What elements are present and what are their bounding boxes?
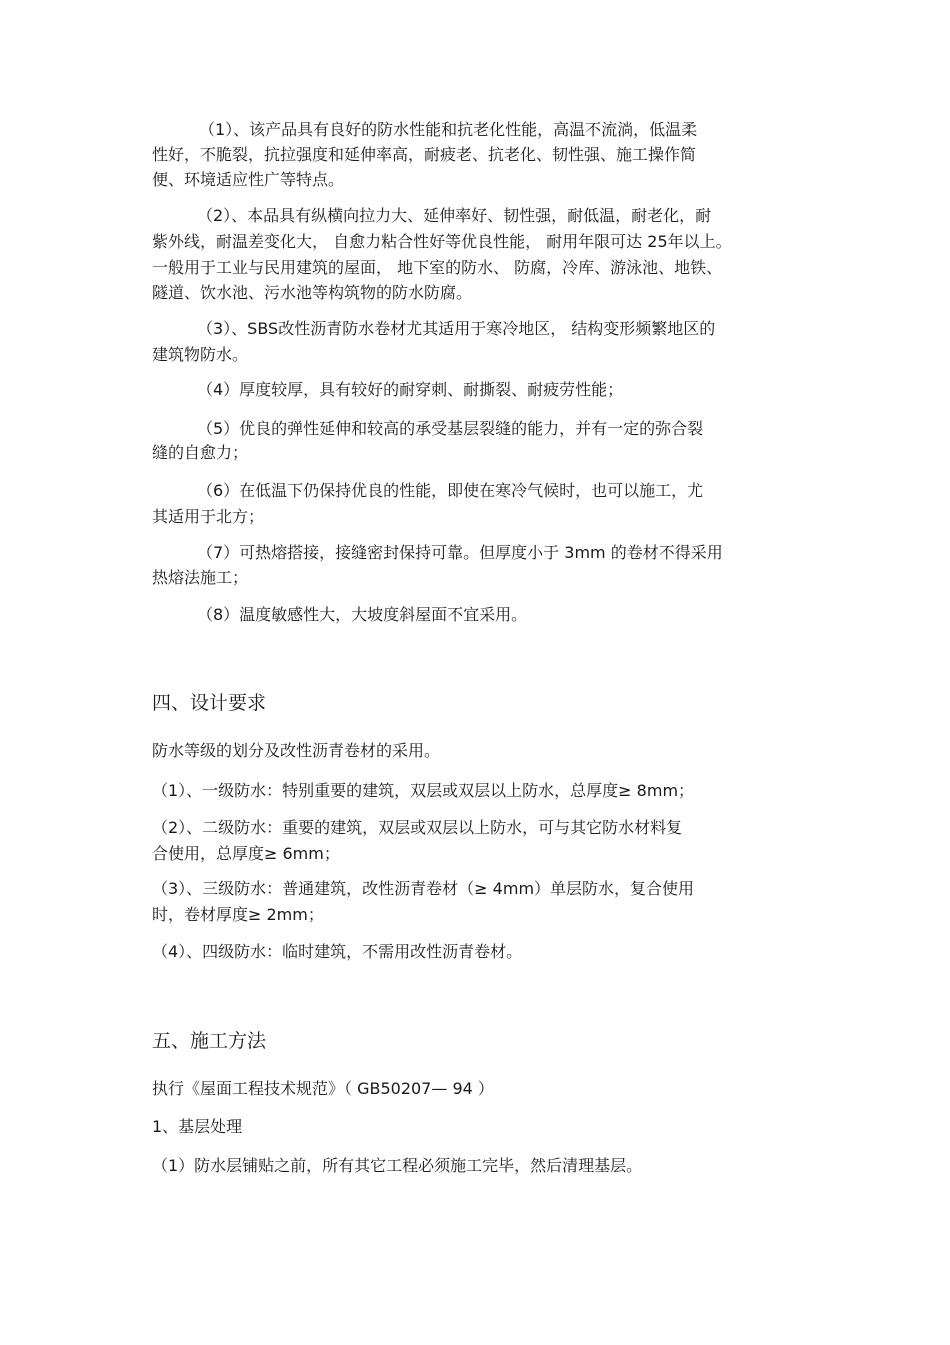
section-4-intro: 防水等级的划分及改性沥青卷材的采用。	[152, 741, 441, 760]
grade-2-line-1: （2）、二级防水：重要的建筑，双层或双层以上防水，可与其它防水材料复	[152, 818, 683, 837]
section-5-heading: 五、施工方法	[152, 1030, 267, 1052]
feature-4-line-1: （4）厚度较厚，具有较好的耐穿刺、耐撕裂、耐疲劳性能；	[197, 380, 624, 399]
grade-3-line-1: （3）、三级防水：普通建筑，改性沥青卷材（≥ 4mm）单层防水，复合使用	[152, 879, 695, 898]
feature-1-line-2: 性好，不脆裂，抗拉强度和延伸率高，耐疲老、抗老化、韧性强、施工操作简	[152, 145, 697, 164]
feature-2-line-1: （2）、本品具有纵横向拉力大、延伸率好、韧性强，耐低温，耐老化，耐	[197, 206, 712, 225]
feature-6-line-1: （6）在低温下仍保持优良的性能，即使在寒冷气候时，也可以施工，尤	[197, 481, 704, 500]
grade-2-line-2: 合使用，总厚度≥ 6mm；	[152, 844, 340, 863]
feature-6-line-2: 其适用于北方；	[152, 507, 265, 526]
feature-3-line-1: （3）、SBS改性沥青防水卷材尤其适用于寒冷地区， 结构变形频繁地区的	[197, 319, 716, 338]
feature-8-line-1: （8）温度敏感性大，大坡度斜屋面不宜采用。	[197, 605, 528, 624]
feature-3-line-2: 建筑物防水。	[152, 345, 249, 364]
feature-5-line-2: 缝的自愈力；	[152, 443, 249, 462]
section-5-sub-1: 1、基层处理	[152, 1117, 243, 1136]
section-5-sub-1-item-1: （1）防水层铺贴之前，所有其它工程必须施工完毕，然后清理基层。	[152, 1156, 643, 1175]
feature-2-line-3: 一般用于工业与民用建筑的屋面， 地下室的防水、 防腐，冷库、游泳池、地铁、	[152, 258, 723, 277]
section-5-standard: 执行《屋面工程技术规范》（ GB50207— 94 ）	[152, 1079, 494, 1098]
feature-1-line-1: （1）、该产品具有良好的防水性能和抗老化性能，高温不流淌，低温柔	[199, 120, 698, 139]
feature-2-line-4: 隧道、饮水池、污水池等构筑物的防水防腐。	[152, 283, 473, 302]
grade-4-line-1: （4）、四级防水：临时建筑，不需用改性沥青卷材。	[152, 942, 523, 961]
grade-3-line-2: 时，卷材厚度≥ 2mm；	[152, 905, 324, 924]
grade-1-line-1: （1）、一级防水：特别重要的建筑，双层或双层以上防水，总厚度≥ 8mm；	[152, 781, 695, 800]
feature-5-line-1: （5）优良的弹性延伸和较高的承受基层裂缝的能力，并有一定的弥合裂	[197, 419, 704, 438]
feature-2-line-2: 紫外线，耐温差变化大， 自愈力粘合性好等优良性能， 耐用年限可达 25年以上。	[152, 232, 732, 251]
feature-1-line-3: 便、环境适应性广等特点。	[152, 170, 345, 189]
section-4-heading: 四、设计要求	[152, 692, 267, 714]
feature-7-line-1: （7）可热熔搭接，接缝密封保持可靠。但厚度小于 3mm 的卷材不得采用	[197, 543, 723, 562]
feature-7-line-2: 热熔法施工；	[152, 568, 249, 587]
